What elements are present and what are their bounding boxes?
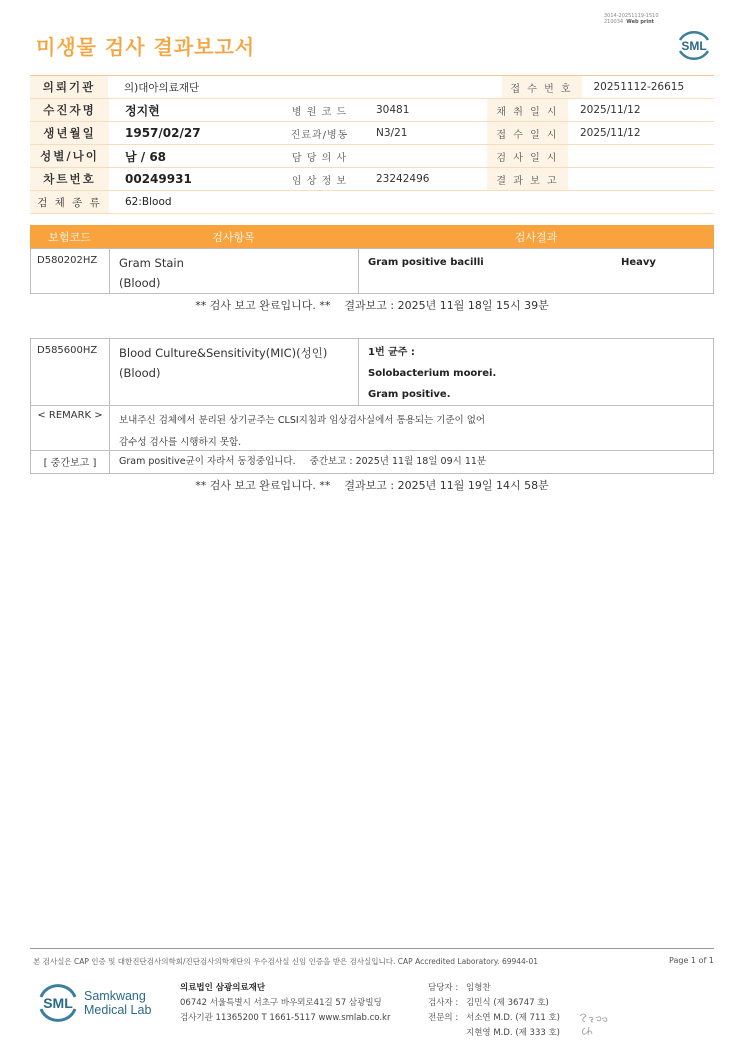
test-gram-stain (30, 248, 714, 294)
staff-in-charge: 임형찬 (466, 983, 491, 993)
patient-info-table (30, 75, 714, 214)
org-name: 의료법인 삼광의료재단 (180, 983, 266, 993)
specialist-2: 지현영 M.D. (제 333 호) (466, 1028, 561, 1038)
test-date-label: 검 사 일 시 (487, 145, 568, 167)
interim-label: [ 중간보고 ] (31, 451, 110, 473)
birth-date-label: 생년월일 (30, 122, 109, 144)
isolate-label: 1번 균주 : (368, 347, 415, 358)
clinical-info: 23242496 (376, 173, 430, 185)
specialist-1: 서소연 M.D. (제 711 호) (466, 1013, 561, 1023)
test-code: D580202HZ (31, 249, 110, 293)
report-complete-2 (30, 477, 714, 493)
interim-row (31, 451, 713, 473)
info-row-chart (30, 168, 714, 191)
signature-icon (577, 1010, 611, 1038)
page-title: 미생물 검사 결과보고서 (36, 35, 256, 59)
sex-age: 남 / 68 (125, 149, 167, 164)
info-row-specimen (30, 191, 714, 214)
brand-line1: Samkwang (84, 989, 146, 1003)
results-header (30, 225, 714, 248)
info-row-name (30, 99, 714, 122)
receipt-no: 20251112-26615 (593, 81, 685, 93)
remark-text (110, 406, 713, 450)
patient-name: 정지현 (125, 103, 160, 118)
received-date-label: 접 수 일 시 (487, 122, 568, 144)
department-label: 진료과/병동 (290, 129, 349, 141)
tester-label: 검사자 : (428, 998, 459, 1008)
brand-name (84, 989, 151, 1017)
staff-in-charge-label: 담당자 : (428, 983, 459, 993)
interim-text (110, 451, 713, 473)
test-blood-culture (30, 338, 714, 474)
org-info (180, 981, 390, 1026)
report-complete-text: ** 검사 보고 완료입니다. ** (195, 299, 331, 312)
hospital-code: 30481 (376, 104, 410, 116)
test-code: D585600HZ (31, 339, 110, 405)
svg-text:SML: SML (681, 39, 707, 53)
specimen: 62:Blood (125, 196, 172, 208)
doctor-label: 담 당 의 사 (291, 152, 348, 164)
sml-logo-icon (674, 26, 714, 64)
receipt-no-label: 접 수 번 호 (502, 76, 582, 98)
report-time: 결과보고 : 2025년 11월 19일 14시 58분 (344, 479, 549, 492)
test-result (359, 249, 713, 293)
test-item (110, 249, 359, 293)
test-item-specimen: (Blood) (119, 276, 161, 290)
footer-divider (30, 948, 714, 949)
table-row (31, 339, 713, 406)
test-result (359, 339, 713, 405)
sml-logo-icon (36, 981, 80, 1023)
remark-line: 감수성 검사를 시행하지 못함. (119, 437, 242, 448)
results-header-result: 검사결과 (514, 230, 558, 244)
received-date: 2025/11/12 (580, 127, 641, 139)
patient-name-label: 수진자명 (30, 99, 109, 121)
collection-date-label: 채 취 일 시 (487, 99, 568, 121)
result-report-label: 결 과 보 고 (487, 168, 568, 190)
interim-message: Gram positive균이 자라서 동정중입니다. (119, 456, 296, 467)
test-item-name: Blood Culture&Sensitivity(MIC)(성인) (119, 346, 328, 360)
collection-date: 2025/11/12 (580, 104, 641, 116)
staff-info (428, 981, 560, 1041)
remark-line: 보내주신 검체에서 분리된 상기균주는 CLSI지침과 임상검사실에서 통용되는 기준이 없어 (119, 415, 486, 426)
brand-line2: Medical Lab (84, 1003, 152, 1017)
results-header-item: 검사항목 (212, 230, 255, 244)
accreditation-note: 본 검사실은 CAP 인증 및 대한진단검사의학회/진단검사의학재단의 우수검사실 신임 인증을 받은 검사실입니다. CAP Accredited Laboratory. 69944-01 (33, 957, 539, 966)
test-result-level: Heavy (621, 257, 656, 268)
results-header-code: 보험코드 (48, 230, 91, 244)
sex-age-label: 성별/나이 (30, 145, 109, 167)
info-row-org (30, 76, 714, 99)
test-result-value: Gram positive bacilli (368, 257, 484, 268)
print-id-line1: 3014-20251119-1510 (604, 13, 659, 19)
specialist-label: 전문의 : (428, 1013, 459, 1023)
test-item (110, 339, 359, 405)
print-id-line2: 210034 (604, 19, 624, 25)
report-complete-1 (30, 297, 714, 313)
requesting-org: 의)대아의료재단 (124, 81, 200, 94)
test-item-name: Gram Stain (119, 256, 184, 270)
chart-no-label: 차트번호 (30, 168, 109, 190)
report-complete-text: ** 검사 보고 완료입니다. ** (195, 479, 331, 492)
interim-time: 중간보고 : 2025년 11월 18일 09시 11분 (309, 456, 487, 467)
requesting-org-label: 의뢰기관 (30, 76, 108, 98)
print-mode: Web print (626, 19, 655, 25)
org-contact: 검사기관 11365200 T 1661-5117 www.smlab.co.kr (180, 1013, 391, 1023)
info-row-birth (30, 122, 714, 145)
print-id (604, 13, 659, 25)
isolate-gram: Gram positive. (368, 389, 451, 400)
logo-text: SML (43, 995, 73, 1011)
chart-no: 00249931 (125, 172, 192, 186)
hospital-code-label: 병 원 코 드 (291, 106, 348, 118)
report-time: 결과보고 : 2025년 11월 18일 15시 39분 (344, 299, 549, 312)
specimen-label: 검 체 종 류 (30, 191, 109, 213)
department: N3/21 (376, 127, 408, 139)
remark-row (31, 406, 713, 451)
test-item-specimen: (Blood) (119, 366, 161, 380)
table-row (31, 249, 713, 293)
tester: 김민식 (제 36747 호) (466, 998, 549, 1008)
info-row-sex-age (30, 145, 714, 168)
page-number: Page 1 of 1 (669, 956, 714, 965)
clinical-info-label: 임 상 정 보 (291, 175, 348, 187)
birth-date: 1957/02/27 (125, 126, 201, 140)
remark-label: < REMARK > (31, 406, 110, 450)
org-address: 06742 서울특별시 서초구 바우뫼로41길 57 삼광빌딩 (180, 998, 382, 1008)
isolate-organism: Solobacterium moorei. (368, 368, 497, 379)
